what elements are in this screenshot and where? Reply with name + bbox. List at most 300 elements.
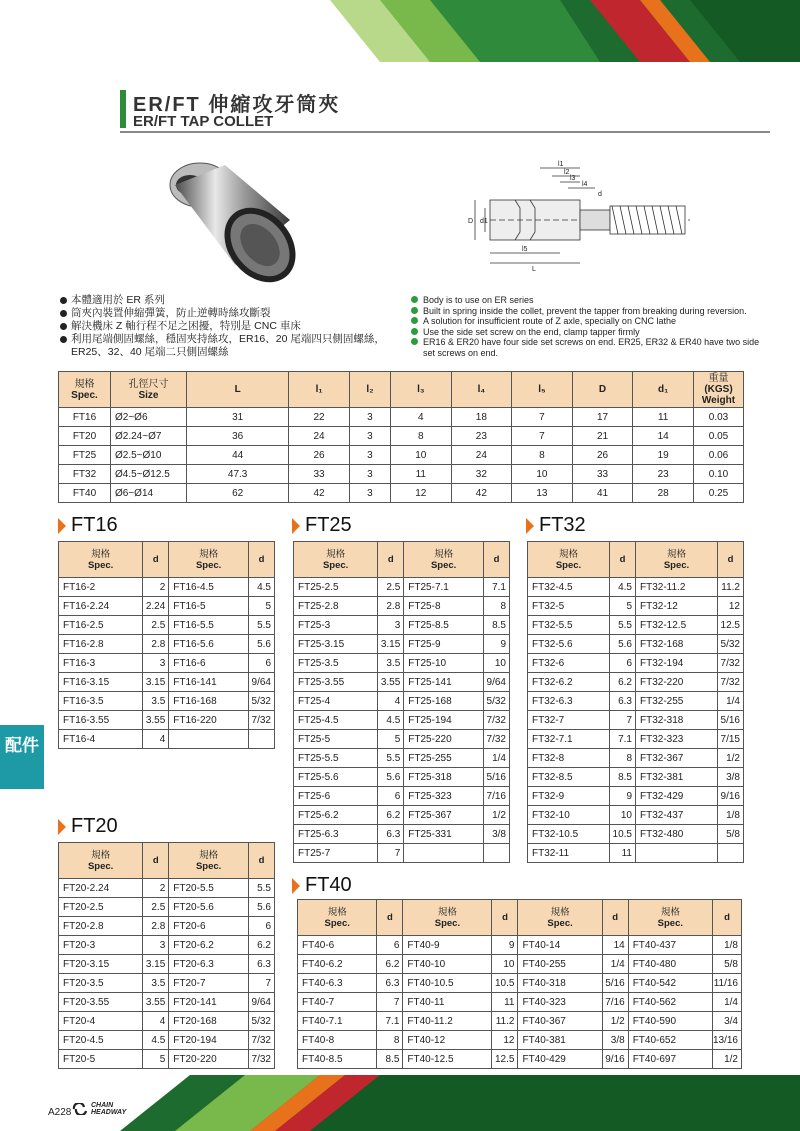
table-cell: FT40-437 [628,936,712,955]
table-cell: 0.06 [694,446,744,465]
table-cell: FT25-4.5 [294,711,378,730]
table-row [298,1031,742,1050]
table-cell: FT25-5 [294,730,378,749]
table-row [528,711,744,730]
table-cell: FT25-3.55 [294,673,378,692]
hdr-spec: 規格 Spec. [628,900,712,936]
table-cell: FT20-5.6 [169,898,249,917]
hdr-l2: l₂ [366,384,374,395]
table-cell: 47.3 [187,465,289,484]
table-row [59,408,744,427]
table-cell: 6.3 [249,955,275,974]
table-cell: 21 [572,427,633,446]
hdr-d: d [378,542,404,578]
table-row [294,692,510,711]
table-cell: 11 [391,465,452,484]
table-cell: FT40-14 [518,936,602,955]
table-cell: FT32-318 [636,711,718,730]
table-row [294,768,510,787]
table-row [59,898,275,917]
table-cell: 8 [391,427,452,446]
table-cell: FT32-12 [636,597,718,616]
table-cell: FT40-11 [403,993,492,1012]
table-row [298,936,742,955]
table-row [528,730,744,749]
table-cell: FT40-6 [298,936,377,955]
hdr-spec: 規格 Spec. [403,900,492,936]
table-cell: 5.6 [249,635,275,654]
dimension-drawing [460,158,700,273]
table-cell: 7/15 [718,730,744,749]
table-cell: FT25-3 [294,616,378,635]
table-cell: FT25-4 [294,692,378,711]
table-cell: 9 [492,936,518,955]
table-row [294,635,510,654]
table-cell: 5/32 [484,692,510,711]
table-cell: 42 [451,484,512,503]
table-cell: FT32-9 [528,787,610,806]
table-cell: FT32-10.5 [528,825,610,844]
hdr-spec: 規格 Spec. [518,900,602,936]
table-cell: 6.3 [610,692,636,711]
table-cell: 3/8 [718,768,744,787]
table-cell: FT25-255 [404,749,484,768]
table-cell: FT25-7 [294,844,378,863]
table-cell: 2 [143,578,169,597]
feature-zh-item: 利用尾端側固螺絲，穩固夾持絲攻，ER16、20 尾端四只側固螺絲，ER25、32、40 尾端二只側固螺絲 [60,333,405,359]
table-cell: 9/64 [484,673,510,692]
table-cell: FT32-367 [636,749,718,768]
table-cell: 4.5 [249,578,275,597]
table-cell: FT25-168 [404,692,484,711]
top-stripes-graphic [0,0,800,62]
table-cell: 36 [187,427,289,446]
table-cell: FT40-10 [403,955,492,974]
hdr-weight-en: Weight [701,395,736,406]
table-row [59,917,275,936]
table-cell: 1/4 [484,749,510,768]
table-cell: 6 [249,917,275,936]
table-cell: 3/4 [712,1012,741,1031]
table-cell: FT32-7 [528,711,610,730]
table-cell: 6.2 [249,936,275,955]
table-row [528,844,744,863]
arrow-icon [58,819,66,835]
table-cell: FT32-5.6 [528,635,610,654]
table-cell: 0.10 [694,465,744,484]
dim-D: D [468,218,474,225]
table-cell: FT25-6.2 [294,806,378,825]
table-cell: FT20-2.8 [59,917,143,936]
table-cell [404,844,484,863]
table-cell: 5/32 [249,692,275,711]
table-cell: 8 [377,1031,403,1050]
table-cell: FT16-5 [169,597,249,616]
table-cell: 1/2 [602,1012,628,1031]
table-cell: 1/2 [718,749,744,768]
table-cell: 3 [349,484,390,503]
table-row [294,844,510,863]
table-cell: 11.2 [718,578,744,597]
table-cell: FT40-8 [298,1031,377,1050]
table-cell: FT40-318 [518,974,602,993]
table-cell: 5/16 [484,768,510,787]
table-cell: FT20 [59,427,111,446]
table-cell: FT16-3 [59,654,143,673]
table-cell: 8.5 [484,616,510,635]
hdr-spec: 規格 Spec. [298,900,377,936]
table-cell: FT25-2.8 [294,597,378,616]
table-cell: 12 [492,1031,518,1050]
table-cell: 12 [391,484,452,503]
table-cell [484,844,510,863]
table-cell: 7 [512,427,573,446]
table-cell: 13 [512,484,573,503]
table-cell: FT40-11.2 [403,1012,492,1031]
table-cell: 6 [610,654,636,673]
table-cell: 18 [451,408,512,427]
table-cell: 5.5 [610,616,636,635]
table-cell: FT20-7 [169,974,249,993]
features-zh [60,294,405,359]
table-cell: FT40-12 [403,1031,492,1050]
feature-en-item: Body is to use on ER series [411,295,771,306]
table-row [59,446,744,465]
table-cell: FT40-323 [518,993,602,1012]
table-cell: 5/16 [602,974,628,993]
table-cell: FT32-4.5 [528,578,610,597]
table-cell: 3/8 [484,825,510,844]
feature-en-item: Use the side set screw on the end, clamp tapper firmly [411,327,771,338]
table-cell: FT32-168 [636,635,718,654]
table-cell: 11/16 [712,974,741,993]
table-cell: Ø4.5~Ø12.5 [111,465,187,484]
table-cell: 3 [143,936,169,955]
table-cell: FT40-10.5 [403,974,492,993]
table-cell: FT32-6.3 [528,692,610,711]
table-cell: 13/16 [712,1031,741,1050]
table-row [528,692,744,711]
table-cell: FT20-5.5 [169,879,249,898]
table-cell: 7/32 [484,730,510,749]
table-cell [636,844,718,863]
table-cell: 41 [572,484,633,503]
table-row [59,484,744,503]
table-cell: FT16-4 [59,730,143,749]
table-cell: 7.1 [610,730,636,749]
table-row [528,768,744,787]
table-cell: FT25-331 [404,825,484,844]
table-cell: 7.1 [484,578,510,597]
ft20-heading: FT20 [58,815,118,838]
table-cell: 23 [633,465,694,484]
title-accent-bar [120,90,126,128]
table-cell: 5/32 [718,635,744,654]
table-cell: FT16 [59,408,111,427]
table-cell: 5 [143,1050,169,1069]
table-cell: FT20-3 [59,936,143,955]
table-cell: FT20-3.15 [59,955,143,974]
table-cell: 24 [289,427,350,446]
hdr-spec: 規格 Spec. [169,542,249,578]
page-title-zh: ER/FT 伸縮攻牙筒夾 [133,94,341,116]
table-row [59,1012,275,1031]
table-cell: FT16-2.5 [59,616,143,635]
table-row [298,1012,742,1031]
table-cell: 5 [378,730,404,749]
table-cell: 7/32 [718,673,744,692]
table-cell: 7/16 [484,787,510,806]
table-cell: FT25-3.15 [294,635,378,654]
table-cell: FT20-194 [169,1031,249,1050]
ft16-heading: FT16 [58,514,118,537]
hdr-d: d [610,542,636,578]
hdr-d: d [712,900,741,936]
table-cell: FT25-141 [404,673,484,692]
table-row [294,825,510,844]
table-row [59,879,275,898]
table-cell: Ø6~Ø14 [111,484,187,503]
table-cell: 10 [610,806,636,825]
feature-zh-item: 本體適用於 ER 系列 [60,294,405,307]
table-row [528,825,744,844]
table-cell: 14 [633,427,694,446]
table-cell: FT16-2 [59,578,143,597]
table-cell: 2.5 [378,578,404,597]
table-row [528,654,744,673]
table-cell: 10.5 [610,825,636,844]
table-cell: FT16-168 [169,692,249,711]
table-cell: 7.1 [377,1012,403,1031]
hdr-spec-en: Spec. [71,389,98,401]
table-cell: 2.5 [143,616,169,635]
table-cell: FT16-2.24 [59,597,143,616]
table-cell: 5.5 [249,616,275,635]
table-row [528,787,744,806]
arrow-icon [292,518,300,534]
table-cell: 7/32 [718,654,744,673]
table-cell: 0.03 [694,408,744,427]
table-cell: FT32-11.2 [636,578,718,597]
table-cell: FT40-381 [518,1031,602,1050]
hdr-d: d [143,542,169,578]
hdr-d: d [249,843,275,879]
table-cell: FT20-4 [59,1012,143,1031]
hdr-weight-unit: (KGS) [704,384,733,395]
dim-l5: l5 [522,246,528,253]
table-cell: 8.5 [377,1050,403,1069]
table-cell: 4.5 [378,711,404,730]
table-cell: FT16-3.5 [59,692,143,711]
table-cell: 11.2 [492,1012,518,1031]
table-cell: 10.5 [492,974,518,993]
table-cell: FT40-652 [628,1031,712,1050]
table-cell: 5.6 [249,898,275,917]
table-row [59,635,275,654]
table-cell: FT32-5 [528,597,610,616]
table-cell: 6.2 [610,673,636,692]
table-cell: FT16-141 [169,673,249,692]
brand-logo [72,1102,126,1116]
table-cell: 1/2 [484,806,510,825]
table-cell: 5.6 [610,635,636,654]
table-cell: FT16-5.5 [169,616,249,635]
table-cell: FT20-3.5 [59,974,143,993]
table-cell: 1/8 [718,806,744,825]
table-cell: FT20-2.24 [59,879,143,898]
table-row [59,465,744,484]
table-cell: 0.05 [694,427,744,446]
hdr-d: d [492,900,518,936]
table-cell: 10 [484,654,510,673]
table-cell: 7/32 [484,711,510,730]
table-cell: 7 [249,974,275,993]
hdr-l4: l₄ [477,384,486,395]
table-cell: FT40-6.3 [298,974,377,993]
table-cell: 5/8 [718,825,744,844]
ft20-table [58,842,275,1069]
table-cell: 4.5 [143,1031,169,1050]
hdr-spec: 規格 Spec. [59,542,143,578]
table-cell: 6 [377,936,403,955]
table-row [59,711,275,730]
table-cell: FT32-11 [528,844,610,863]
table-cell: 19 [633,446,694,465]
table-cell: FT16-5.6 [169,635,249,654]
table-cell: 5.5 [249,879,275,898]
table-cell: 3/8 [602,1031,628,1050]
table-cell: 3 [143,654,169,673]
logo-line2: HEADWAY [91,1109,127,1116]
table-cell: 4.5 [610,578,636,597]
table-cell: FT25-7.1 [404,578,484,597]
table-cell: 7 [610,711,636,730]
table-cell: 1/4 [602,955,628,974]
table-row [294,616,510,635]
table-cell: 6.3 [378,825,404,844]
table-row [59,673,275,692]
table-row [528,635,744,654]
spec-table [58,371,744,503]
table-cell: 11 [492,993,518,1012]
table-cell: 7/32 [249,711,275,730]
table-cell: 7 [377,993,403,1012]
hdr-d: d [602,900,628,936]
dim-d: d [598,191,602,198]
hdr-spec: 規格 Spec. [528,542,610,578]
feature-en-item: A solution for insufficient route of Z axle, specially on CNC lathe [411,316,771,327]
table-cell: FT16-6 [169,654,249,673]
table-cell: FT32-6 [528,654,610,673]
arrow-icon [58,518,66,534]
table-cell: FT25-5.5 [294,749,378,768]
table-cell: FT25-194 [404,711,484,730]
table-cell: Ø2.24~Ø7 [111,427,187,446]
table-cell: FT40-7 [298,993,377,1012]
table-cell: 4 [391,408,452,427]
table-cell: 2 [143,879,169,898]
table-cell: 6.3 [377,974,403,993]
table-cell: 3.55 [378,673,404,692]
table-row [298,974,742,993]
arrow-icon [292,878,300,894]
ft16-table [58,541,275,749]
table-cell: FT40-9 [403,936,492,955]
table-cell: 6 [378,787,404,806]
table-cell: 1/4 [718,692,744,711]
table-cell: 7 [378,844,404,863]
hdr-L: L [234,384,241,395]
table-cell: 3.5 [143,974,169,993]
table-row [294,730,510,749]
hdr-l1: l₁ [315,384,323,395]
hdr-spec: 規格 Spec. [294,542,378,578]
table-cell: 5.5 [378,749,404,768]
table-cell: FT32-5.5 [528,616,610,635]
table-cell: FT40-255 [518,955,602,974]
table-cell: 12 [718,597,744,616]
table-cell: 3.15 [378,635,404,654]
table-cell: FT25-220 [404,730,484,749]
table-cell: FT16-3.55 [59,711,143,730]
table-cell: 3.5 [378,654,404,673]
table-cell: 3 [349,465,390,484]
hdr-spec: 規格 Spec. [636,542,718,578]
top-decoration-band [0,0,800,62]
table-cell: 7/16 [602,993,628,1012]
table-row [59,597,275,616]
table-row [59,427,744,446]
table-cell: FT40-367 [518,1012,602,1031]
table-row [59,730,275,749]
dim-l2: l2 [564,169,570,176]
table-cell: FT16-220 [169,711,249,730]
table-cell: 17 [572,408,633,427]
table-cell: 32 [451,465,512,484]
hdr-spec: 規格 Spec. [59,843,143,879]
table-row [528,616,744,635]
table-cell: FT25-8 [404,597,484,616]
table-cell: FT20-6.3 [169,955,249,974]
table-cell: FT40-562 [628,993,712,1012]
page-number: A228 [48,1107,72,1118]
hdr-d: d [249,542,275,578]
table-cell: FT40-697 [628,1050,712,1069]
table-cell: FT25-9 [404,635,484,654]
table-cell: FT20-6 [169,917,249,936]
table-cell: FT32-6.2 [528,673,610,692]
table-cell: FT25-10 [404,654,484,673]
table-cell: 8 [512,446,573,465]
table-cell: 2.8 [143,635,169,654]
feature-zh-item: 解決機床 Z 軸行程不足之困擾，特別是 CNC 車床 [60,320,405,333]
table-row [294,673,510,692]
table-cell: 10 [391,446,452,465]
table-row [528,597,744,616]
table-row [528,578,744,597]
table-cell: 3 [349,427,390,446]
section-tab-accessories: 配件 [0,725,44,789]
table-cell: 1/4 [712,993,741,1012]
table-cell: 14 [602,936,628,955]
hdr-D: D [598,384,607,395]
table-cell: 23 [451,427,512,446]
table-cell: 10 [512,465,573,484]
table-cell: Ø2.5~Ø10 [111,446,187,465]
table-cell: FT40-6.2 [298,955,377,974]
table-cell: 11 [633,408,694,427]
ft40-table [297,899,742,1069]
